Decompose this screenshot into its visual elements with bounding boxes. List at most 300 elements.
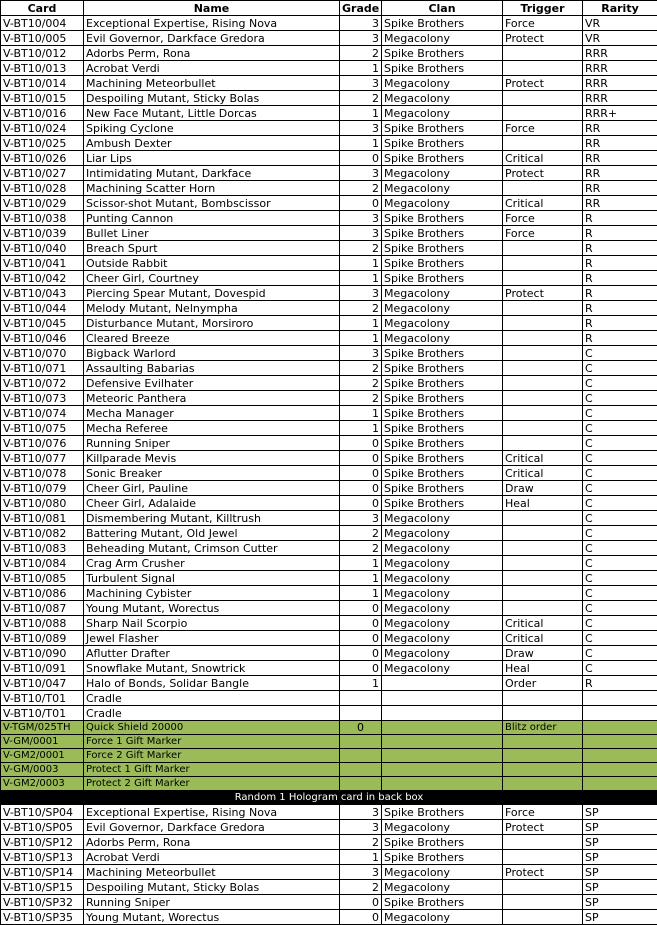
cell-clan: Megacolony: [382, 616, 503, 631]
cell-rarity: SP: [583, 835, 657, 850]
cell-grade: 1: [340, 61, 382, 76]
cell-trigger: [503, 749, 583, 763]
cell-rarity: C: [583, 361, 657, 376]
cell-clan: Megacolony: [382, 820, 503, 835]
cell-card: V-BT10/090: [1, 646, 84, 661]
cell-card: V-BT10/SP15: [1, 880, 84, 895]
cell-clan: Megacolony: [382, 181, 503, 196]
table-row: [1, 361, 657, 376]
cell-clan: Spike Brothers: [382, 361, 503, 376]
cell-clan: Spike Brothers: [382, 346, 503, 361]
cell-card: V-BT10/091: [1, 661, 84, 676]
cell-name: Despoiling Mutant, Sticky Bolas: [84, 880, 340, 895]
cell-card: V-BT10/073: [1, 391, 84, 406]
cell-trigger: Force: [503, 121, 583, 136]
cell-clan: Megacolony: [382, 910, 503, 925]
cell-card: V-GM/0003: [1, 763, 84, 777]
cell-name: Protect 1 Gift Marker: [84, 763, 340, 777]
header-trigger: Trigger: [503, 1, 583, 16]
table-row: [1, 121, 657, 136]
table-row: [1, 241, 657, 256]
cell-grade: 1: [340, 106, 382, 121]
cell-trigger: [503, 181, 583, 196]
cell-rarity: RR: [583, 196, 657, 211]
cell-trigger: [503, 706, 583, 721]
cell-trigger: Heal: [503, 661, 583, 676]
cell-clan: Megacolony: [382, 601, 503, 616]
cell-trigger: [503, 895, 583, 910]
cell-name: Disturbance Mutant, Morsiroro: [84, 316, 340, 331]
cell-grade: [340, 706, 382, 721]
cell-name: Intimidating Mutant, Darkface: [84, 166, 340, 181]
cell-trigger: [503, 361, 583, 376]
cell-name: Acrobat Verdi: [84, 61, 340, 76]
cell-card: V-BT10/044: [1, 301, 84, 316]
cell-clan: Megacolony: [382, 301, 503, 316]
cell-grade: 0: [340, 661, 382, 676]
table-row: [1, 895, 657, 910]
cell-card: V-BT10/089: [1, 631, 84, 646]
cell-name: Machining Scatter Horn: [84, 181, 340, 196]
cell-card: V-BT10/047: [1, 676, 84, 691]
cell-grade: 3: [340, 286, 382, 301]
cell-trigger: Critical: [503, 466, 583, 481]
table-row: [1, 850, 657, 865]
cell-clan: Spike Brothers: [382, 391, 503, 406]
cell-grade: 2: [340, 241, 382, 256]
cell-rarity: SP: [583, 865, 657, 880]
cell-rarity: R: [583, 286, 657, 301]
table-row: [1, 211, 657, 226]
cell-card: V-BT10/081: [1, 511, 84, 526]
cell-trigger: Draw: [503, 481, 583, 496]
table-row: [1, 749, 657, 763]
cell-grade: 0: [340, 436, 382, 451]
cell-rarity: [583, 749, 657, 763]
cell-clan: Spike Brothers: [382, 16, 503, 31]
cell-card: V-BT10/046: [1, 331, 84, 346]
promo-card-rows: [1, 721, 657, 791]
cell-trigger: [503, 331, 583, 346]
cell-rarity: C: [583, 376, 657, 391]
cell-rarity: SP: [583, 820, 657, 835]
cell-name: Evil Governor, Darkface Gredora: [84, 820, 340, 835]
cell-card: V-BT10/078: [1, 466, 84, 481]
cell-rarity: R: [583, 331, 657, 346]
cell-name: Piercing Spear Mutant, Dovespid: [84, 286, 340, 301]
table-row: [1, 865, 657, 880]
cell-rarity: RR: [583, 151, 657, 166]
cell-clan: Spike Brothers: [382, 376, 503, 391]
table-row: [1, 910, 657, 925]
cell-rarity: C: [583, 421, 657, 436]
table-row: [1, 31, 657, 46]
cell-name: Dismembering Mutant, Killtrush: [84, 511, 340, 526]
table-row: [1, 820, 657, 835]
cell-card: V-BT10/085: [1, 571, 84, 586]
cell-clan: Spike Brothers: [382, 46, 503, 61]
cell-clan: [382, 721, 503, 735]
table-row: [1, 76, 657, 91]
cell-grade: 1: [340, 271, 382, 286]
cell-card: V-BT10/026: [1, 151, 84, 166]
cell-trigger: Blitz order: [503, 721, 583, 735]
cell-trigger: [503, 256, 583, 271]
cell-rarity: VR: [583, 31, 657, 46]
cell-card: V-BT10/038: [1, 211, 84, 226]
banner-row: [1, 791, 657, 805]
cell-trigger: Protect: [503, 76, 583, 91]
cell-card: V-BT10/028: [1, 181, 84, 196]
cell-name: Aflutter Drafter: [84, 646, 340, 661]
table-row: [1, 406, 657, 421]
cell-trigger: [503, 735, 583, 749]
cell-grade: [340, 749, 382, 763]
cell-trigger: [503, 541, 583, 556]
cell-clan: Megacolony: [382, 631, 503, 646]
table-row: [1, 556, 657, 571]
cell-trigger: [503, 46, 583, 61]
cell-trigger: [503, 571, 583, 586]
cell-rarity: RRR: [583, 61, 657, 76]
cell-clan: Megacolony: [382, 880, 503, 895]
cell-card: V-BT10/045: [1, 316, 84, 331]
cell-rarity: [583, 721, 657, 735]
cell-clan: [382, 735, 503, 749]
cell-name: Crag Arm Crusher: [84, 556, 340, 571]
cell-rarity: SP: [583, 880, 657, 895]
cell-clan: Spike Brothers: [382, 406, 503, 421]
cell-rarity: C: [583, 406, 657, 421]
cell-grade: 3: [340, 121, 382, 136]
cell-grade: 1: [340, 331, 382, 346]
cell-trigger: [503, 106, 583, 121]
cell-trigger: [503, 511, 583, 526]
cell-card: V-BT10/075: [1, 421, 84, 436]
cell-grade: 1: [340, 586, 382, 601]
table-row: [1, 777, 657, 791]
cell-card: V-BT10/072: [1, 376, 84, 391]
cell-name: Killparade Mevis: [84, 451, 340, 466]
cell-grade: 2: [340, 376, 382, 391]
cell-grade: 3: [340, 166, 382, 181]
cell-rarity: R: [583, 211, 657, 226]
cell-name: Force 1 Gift Marker: [84, 735, 340, 749]
cell-trigger: Force: [503, 211, 583, 226]
table-row: [1, 706, 657, 721]
cell-clan: [382, 706, 503, 721]
cell-name: Liar Lips: [84, 151, 340, 166]
cell-trigger: [503, 586, 583, 601]
cell-rarity: RR: [583, 181, 657, 196]
cell-rarity: C: [583, 511, 657, 526]
cell-card: V-BT10/077: [1, 451, 84, 466]
cell-clan: Megacolony: [382, 661, 503, 676]
cell-name: Young Mutant, Worectus: [84, 910, 340, 925]
cell-clan: Spike Brothers: [382, 136, 503, 151]
cell-grade: 3: [340, 805, 382, 820]
cell-clan: Spike Brothers: [382, 451, 503, 466]
cell-rarity: RR: [583, 166, 657, 181]
cell-clan: Megacolony: [382, 526, 503, 541]
hologram-banner: Random 1 Hologram card in back box: [1, 791, 657, 805]
cell-clan: [382, 763, 503, 777]
sp-card-rows: [1, 805, 657, 925]
cell-rarity: C: [583, 496, 657, 511]
table-row: [1, 391, 657, 406]
cell-rarity: RRR+: [583, 106, 657, 121]
table-row: [1, 166, 657, 181]
table-row: [1, 181, 657, 196]
cell-name: Machining Meteorbullet: [84, 76, 340, 91]
cell-card: V-BT10/SP32: [1, 895, 84, 910]
cell-card: V-BT10/029: [1, 196, 84, 211]
cell-trigger: Protect: [503, 286, 583, 301]
cell-card: V-BT10/043: [1, 286, 84, 301]
table-row: [1, 526, 657, 541]
cell-card: V-BT10/025: [1, 136, 84, 151]
cell-trigger: [503, 271, 583, 286]
cell-card: V-BT10/T01: [1, 706, 84, 721]
header-row: [1, 1, 657, 16]
cell-rarity: C: [583, 571, 657, 586]
cell-trigger: [503, 880, 583, 895]
cell-grade: 0: [340, 646, 382, 661]
cell-grade: 0: [340, 496, 382, 511]
cell-grade: 1: [340, 850, 382, 865]
cell-grade: 1: [340, 571, 382, 586]
cell-name: Melody Mutant, Nelnympha: [84, 301, 340, 316]
cell-trigger: [503, 136, 583, 151]
header-grade: Grade: [340, 1, 382, 16]
cell-name: Assaulting Babarias: [84, 361, 340, 376]
cell-clan: Spike Brothers: [382, 850, 503, 865]
cell-clan: Spike Brothers: [382, 805, 503, 820]
cell-rarity: SP: [583, 895, 657, 910]
cell-name: Cheer Girl, Courtney: [84, 271, 340, 286]
cell-name: Cleared Breeze: [84, 331, 340, 346]
cell-name: Running Sniper: [84, 895, 340, 910]
cell-name: Machining Cybister: [84, 586, 340, 601]
cell-card: V-BT10/014: [1, 76, 84, 91]
cell-grade: 2: [340, 301, 382, 316]
cell-rarity: R: [583, 676, 657, 691]
cell-trigger: [503, 691, 583, 706]
cell-rarity: SP: [583, 910, 657, 925]
cell-trigger: Critical: [503, 616, 583, 631]
cell-card: V-BT10/SP13: [1, 850, 84, 865]
cell-trigger: [503, 436, 583, 451]
cell-grade: 1: [340, 556, 382, 571]
cell-card: V-BT10/074: [1, 406, 84, 421]
cell-trigger: [503, 556, 583, 571]
cell-rarity: C: [583, 631, 657, 646]
cell-rarity: RR: [583, 121, 657, 136]
cell-card: V-BT10/004: [1, 16, 84, 31]
cell-grade: 3: [340, 226, 382, 241]
cell-name: Cheer Girl, Pauline: [84, 481, 340, 496]
cell-clan: Megacolony: [382, 196, 503, 211]
cell-name: Mecha Referee: [84, 421, 340, 436]
cell-rarity: R: [583, 256, 657, 271]
cell-card: V-BT10/016: [1, 106, 84, 121]
cell-trigger: [503, 763, 583, 777]
table-row: [1, 466, 657, 481]
cell-trigger: Protect: [503, 31, 583, 46]
table-row: [1, 571, 657, 586]
cell-card: V-BT10/082: [1, 526, 84, 541]
table-row: [1, 316, 657, 331]
cell-name: Machining Meteorbullet: [84, 865, 340, 880]
cell-trigger: Draw: [503, 646, 583, 661]
cell-card: V-BT10/005: [1, 31, 84, 46]
cell-grade: 3: [340, 16, 382, 31]
table-row: [1, 226, 657, 241]
cell-grade: 0: [340, 631, 382, 646]
cell-rarity: VR: [583, 16, 657, 31]
cell-card: V-BT10/027: [1, 166, 84, 181]
cell-clan: Spike Brothers: [382, 241, 503, 256]
cell-rarity: RRR: [583, 76, 657, 91]
cell-rarity: C: [583, 436, 657, 451]
cell-card: V-BT10/024: [1, 121, 84, 136]
cell-name: Sonic Breaker: [84, 466, 340, 481]
cell-clan: Spike Brothers: [382, 436, 503, 451]
cell-trigger: [503, 376, 583, 391]
cell-trigger: [503, 391, 583, 406]
table-row: [1, 601, 657, 616]
cell-clan: Spike Brothers: [382, 256, 503, 271]
cell-grade: 2: [340, 181, 382, 196]
cell-trigger: Protect: [503, 820, 583, 835]
cell-grade: 0: [340, 466, 382, 481]
header-name: Name: [84, 1, 340, 16]
cell-card: V-BT10/070: [1, 346, 84, 361]
cell-clan: Spike Brothers: [382, 211, 503, 226]
cell-rarity: SP: [583, 805, 657, 820]
cell-card: V-BT10/041: [1, 256, 84, 271]
cell-grade: 3: [340, 865, 382, 880]
cell-card: V-BT10/SP04: [1, 805, 84, 820]
table-row: [1, 46, 657, 61]
cell-rarity: C: [583, 466, 657, 481]
cell-name: Running Sniper: [84, 436, 340, 451]
table-row: [1, 271, 657, 286]
table-row: [1, 451, 657, 466]
cell-name: Bigback Warlord: [84, 346, 340, 361]
table-row: [1, 835, 657, 850]
cell-rarity: C: [583, 451, 657, 466]
cell-card: V-BT10/084: [1, 556, 84, 571]
cell-card: V-BT10/083: [1, 541, 84, 556]
cell-name: Punting Cannon: [84, 211, 340, 226]
cell-clan: Spike Brothers: [382, 895, 503, 910]
cell-rarity: C: [583, 481, 657, 496]
cell-grade: 1: [340, 676, 382, 691]
table-row: [1, 16, 657, 31]
cell-card: V-TGM/025TH: [1, 721, 84, 735]
cell-trigger: [503, 301, 583, 316]
cell-card: V-GM2/0003: [1, 777, 84, 791]
cell-name: Quick Shield 20000: [84, 721, 340, 735]
table-row: [1, 436, 657, 451]
cell-name: Beheading Mutant, Crimson Cutter: [84, 541, 340, 556]
cell-clan: Megacolony: [382, 541, 503, 556]
cell-card: V-BT10/086: [1, 586, 84, 601]
cell-grade: [340, 763, 382, 777]
cell-name: Protect 2 Gift Marker: [84, 777, 340, 791]
cell-clan: Megacolony: [382, 511, 503, 526]
table-row: [1, 646, 657, 661]
cell-clan: Spike Brothers: [382, 121, 503, 136]
cell-trigger: [503, 316, 583, 331]
cell-trigger: [503, 61, 583, 76]
cell-rarity: [583, 735, 657, 749]
cell-rarity: C: [583, 391, 657, 406]
cell-card: V-BT10/039: [1, 226, 84, 241]
cell-grade: 0: [340, 721, 382, 735]
table-row: [1, 301, 657, 316]
cell-clan: Megacolony: [382, 91, 503, 106]
cell-clan: Spike Brothers: [382, 481, 503, 496]
table-row: [1, 691, 657, 706]
cell-card: V-BT10/015: [1, 91, 84, 106]
cell-name: Battering Mutant, Old Jewel: [84, 526, 340, 541]
cell-grade: 2: [340, 835, 382, 850]
cell-rarity: [583, 777, 657, 791]
cell-clan: Megacolony: [382, 106, 503, 121]
cell-grade: 0: [340, 481, 382, 496]
cell-name: Defensive Evilhater: [84, 376, 340, 391]
table-row: [1, 196, 657, 211]
table-row: [1, 151, 657, 166]
cell-trigger: [503, 241, 583, 256]
cell-name: Outside Rabbit: [84, 256, 340, 271]
cell-trigger: Force: [503, 226, 583, 241]
cell-grade: [340, 735, 382, 749]
table-row: [1, 91, 657, 106]
table-row: [1, 631, 657, 646]
cell-name: Evil Governor, Darkface Gredora: [84, 31, 340, 46]
cell-rarity: C: [583, 646, 657, 661]
table-row: [1, 496, 657, 511]
cell-name: Cradle: [84, 706, 340, 721]
cell-grade: 2: [340, 526, 382, 541]
cell-grade: 3: [340, 820, 382, 835]
cell-trigger: Critical: [503, 196, 583, 211]
cell-clan: Spike Brothers: [382, 61, 503, 76]
cell-clan: Megacolony: [382, 865, 503, 880]
cell-card: V-BT10/080: [1, 496, 84, 511]
cell-card: V-GM2/0001: [1, 749, 84, 763]
cell-card: V-BT10/087: [1, 601, 84, 616]
cell-clan: Megacolony: [382, 646, 503, 661]
cell-card: V-BT10/012: [1, 46, 84, 61]
cell-card: V-BT10/T01: [1, 691, 84, 706]
cell-grade: 1: [340, 136, 382, 151]
cell-trigger: [503, 835, 583, 850]
cell-rarity: RR: [583, 136, 657, 151]
cell-rarity: C: [583, 586, 657, 601]
cell-trigger: [503, 406, 583, 421]
table-row: [1, 676, 657, 691]
cell-rarity: C: [583, 601, 657, 616]
cell-name: Bullet Liner: [84, 226, 340, 241]
cell-trigger: Critical: [503, 451, 583, 466]
header-clan: Clan: [382, 1, 503, 16]
cell-clan: Megacolony: [382, 166, 503, 181]
cell-grade: 3: [340, 346, 382, 361]
